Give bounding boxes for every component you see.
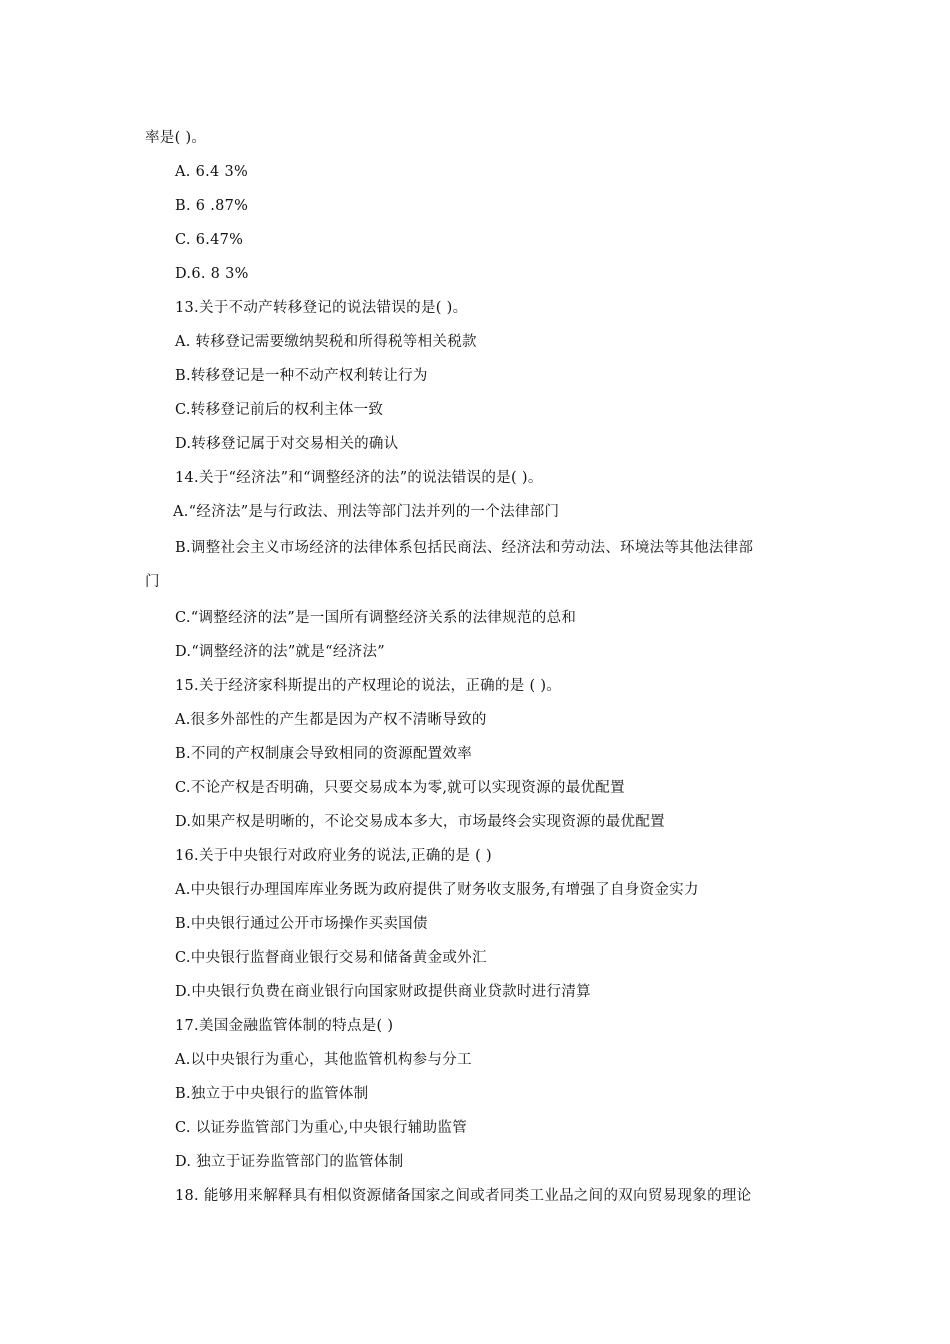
question-17-option-c: C. 以证券监管部门为重心,中央银行辅助监管 — [175, 1120, 468, 1136]
question-15-stem: 15.关于经济家科斯提出的产权理论的说法，正确的是 ( )。 — [175, 678, 562, 694]
question-16-option-c: C.中央银行监督商业银行交易和储备黄金或外汇 — [175, 950, 487, 966]
question-18-stem: 18. 能够用来解释具有相似资源储备国家之间或者同类工业品之间的双向贸易现象的理论 — [175, 1188, 752, 1204]
question-16-stem: 16.关于中央银行对政府业务的说法,正确的是 ( ) — [175, 848, 492, 864]
question-14-option-a: A.“经济法”是与行政法、刑法等部门法并列的一个法律部门 — [173, 504, 560, 520]
question-14-stem: 14.关于“经济法”和“调整经济的法”的说法错误的是( )。 — [175, 470, 543, 486]
question-14-option-b-continuation: 门 — [145, 574, 160, 590]
question-14-option-b: B.调整社会主义市场经济的法律体系包括民商法、经济法和劳动法、环境法等其他法律部 — [175, 540, 754, 556]
question-15-option-b: B.不同的产权制康会导致相同的资源配置效率 — [175, 746, 473, 762]
question-17-option-d: D. 独立于证券监管部门的监管体制 — [175, 1154, 404, 1170]
question-14-option-d: D.“调整经济的法”就是“经济法” — [175, 644, 385, 660]
question-12-option-d: D.6. 8 3% — [175, 266, 249, 282]
question-17-stem: 17.美国金融监管体制的特点是( ) — [175, 1018, 394, 1034]
question-17-option-a: A.以中央银行为重心，其他监管机构参与分工 — [175, 1052, 472, 1068]
question-16-option-b: B.中央银行通过公开市场操作买卖国债 — [175, 916, 428, 932]
question-16-option-d: D.中央银行负费在商业银行向国家财政提供商业贷款时进行清算 — [175, 984, 591, 1000]
question-15-option-a: A.很多外部性的产生都是因为产权不清晰导致的 — [175, 712, 487, 728]
question-15-option-c: C.不论产权是否明确，只要交易成本为零,就可以实现资源的最优配置 — [175, 780, 625, 796]
question-13-option-b: B.转移登记是一种不动产权利转让行为 — [175, 368, 428, 384]
question-12-option-a: A. 6.4 3% — [175, 164, 249, 180]
question-17-option-b: B.独立于中央银行的监管体制 — [175, 1086, 369, 1102]
question-12-option-b: B. 6 .87% — [175, 198, 249, 214]
question-13-option-d: D.转移登记属于对交易相关的确认 — [175, 436, 399, 452]
question-16-option-a: A.中央银行办理国库库业务既为政府提供了财务收支服务,有增强了自身资金实力 — [175, 882, 699, 898]
question-13-stem: 13.关于不动产转移登记的说法错误的是( )。 — [175, 300, 468, 316]
question-14-option-c: C.“调整经济的法”是一国所有调整经济关系的法律规范的总和 — [175, 610, 577, 626]
question-12-stem-continuation: 率是( )。 — [145, 130, 207, 146]
question-13-option-c: C.转移登记前后的权利主体一致 — [175, 402, 384, 418]
question-15-option-d: D.如果产权是明晰的，不论交易成本多大，市场最终会实现资源的最优配置 — [175, 814, 665, 830]
question-12-option-c: C. 6.47% — [175, 232, 244, 248]
question-13-option-a: A. 转移登记需要缴纳契税和所得税等相关税款 — [175, 334, 477, 350]
